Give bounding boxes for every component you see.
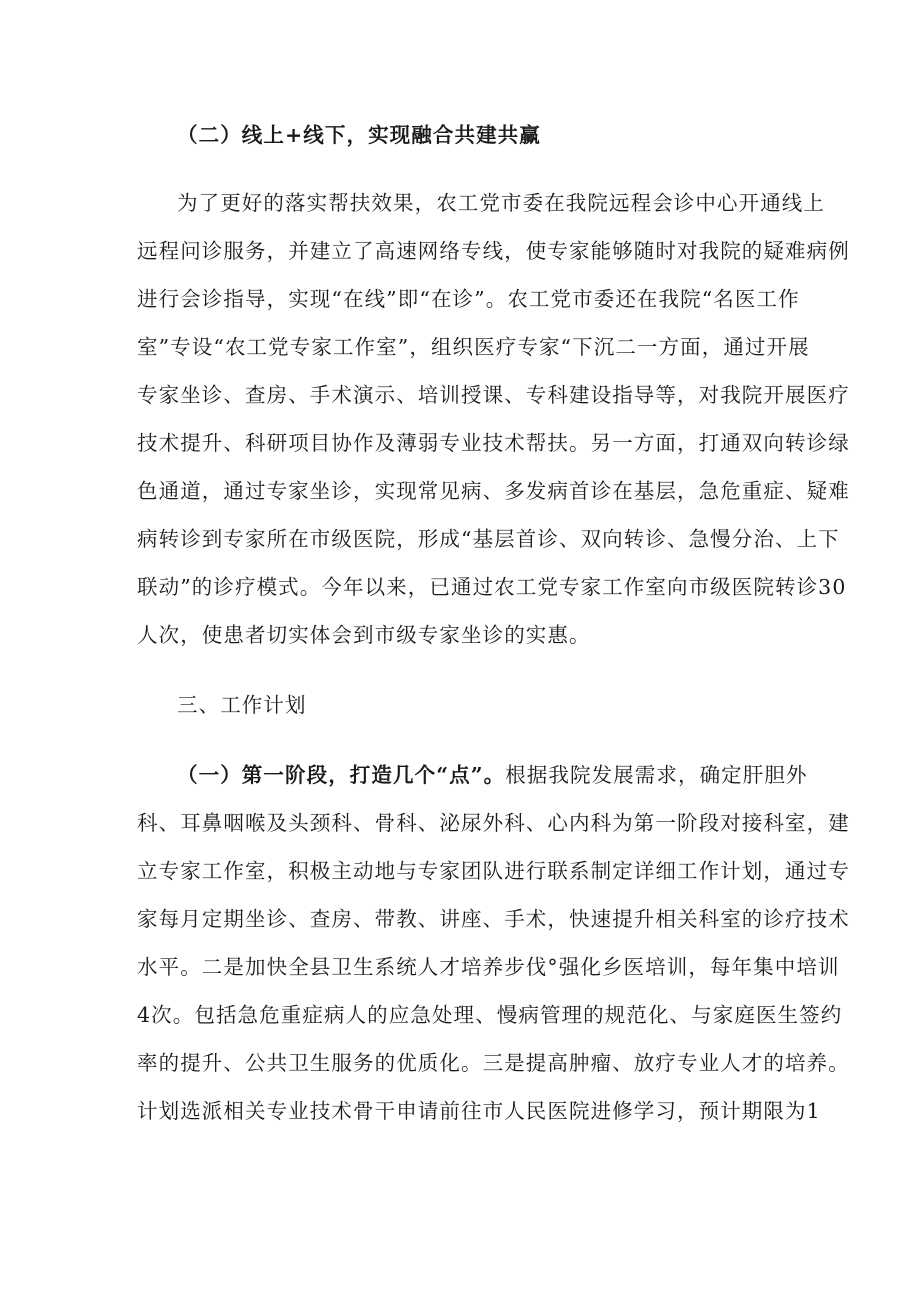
bold-lead-phrase: （一）第一阶段，打造几个“点”。 <box>177 763 506 787</box>
paragraph-line: 科、耳鼻咽喉及头颈科、骨科、泌尿外科、心内科为第一阶段对接科室，建 <box>137 811 850 835</box>
paragraph-line: 计划选派相关专业技术骨干申请前往市人民医院进修学习，预计期限为1 <box>137 1099 821 1123</box>
paragraph-line: 色通道，通过专家坐诊，实现常见病、多发病首诊在基层，急危重症、疑难 <box>137 479 850 503</box>
section-heading-online-offline: （二）线上+线下，实现融合共建共赢 <box>177 123 541 147</box>
paragraph-line: 家每月定期坐诊、查房、带教、讲座、手术，快速提升相关科室的诊疗技术 <box>137 907 850 931</box>
paragraph-line: 进行会诊指导，实现“在线”即“在诊”。农工党市委还在我院“名医工作 <box>137 287 800 311</box>
paragraph-line: 室”专设“农工党专家工作室”，组织医疗专家“下沉二一方面，通过开展 <box>137 335 810 359</box>
paragraph-line: 率的提升、公共卫生服务的优质化。三是提高肿瘤、放疗专业人才的培养。 <box>137 1051 850 1075</box>
section-heading-work-plan: 三、工作计划 <box>177 693 307 717</box>
paragraph-line: 联动”的诊疗模式。今年以来，已通过农工党专家工作室向市级医院转诊30 <box>137 575 847 599</box>
paragraph-line: 为了更好的落实帮扶效果，农工党市委在我院远程会诊中心开通线上 <box>177 191 825 215</box>
paragraph-line: 立专家工作室，积极主动地与专家团队进行联系制定详细工作计划，通过专 <box>137 859 850 883</box>
paragraph-line: 技术提升、科研项目协作及薄弱专业技术帮扶。另一方面，打通双向转诊绿 <box>137 431 850 455</box>
paragraph-line: 水平。二是加快全县卫生系统人才培养步伐°强化乡医培训，每年集中培训 <box>137 955 840 979</box>
paragraph-line: 专家坐诊、查房、手术演示、培训授课、专科建设指导等，对我院开展医疗 <box>137 383 850 407</box>
lead-line-rest: 根据我院发展需求，确定肝胆外 <box>505 763 808 787</box>
paragraph-line: 病转诊到专家所在市级医院，形成“基层首诊、双向转诊、急慢分治、上下 <box>137 527 840 551</box>
paragraph-line: 远程问诊服务，并建立了高速网络专线，使专家能够随时对我院的疑难病例 <box>137 239 850 263</box>
paragraph-line: 人次，使患者切实体会到市级专家坐诊的实惠。 <box>137 623 591 647</box>
paragraph-first-line <box>177 761 808 789</box>
paragraph-line: 4次。包括急危重症病人的应急处理、慢病管理的规范化、与家庭医生签约 <box>137 1003 843 1027</box>
